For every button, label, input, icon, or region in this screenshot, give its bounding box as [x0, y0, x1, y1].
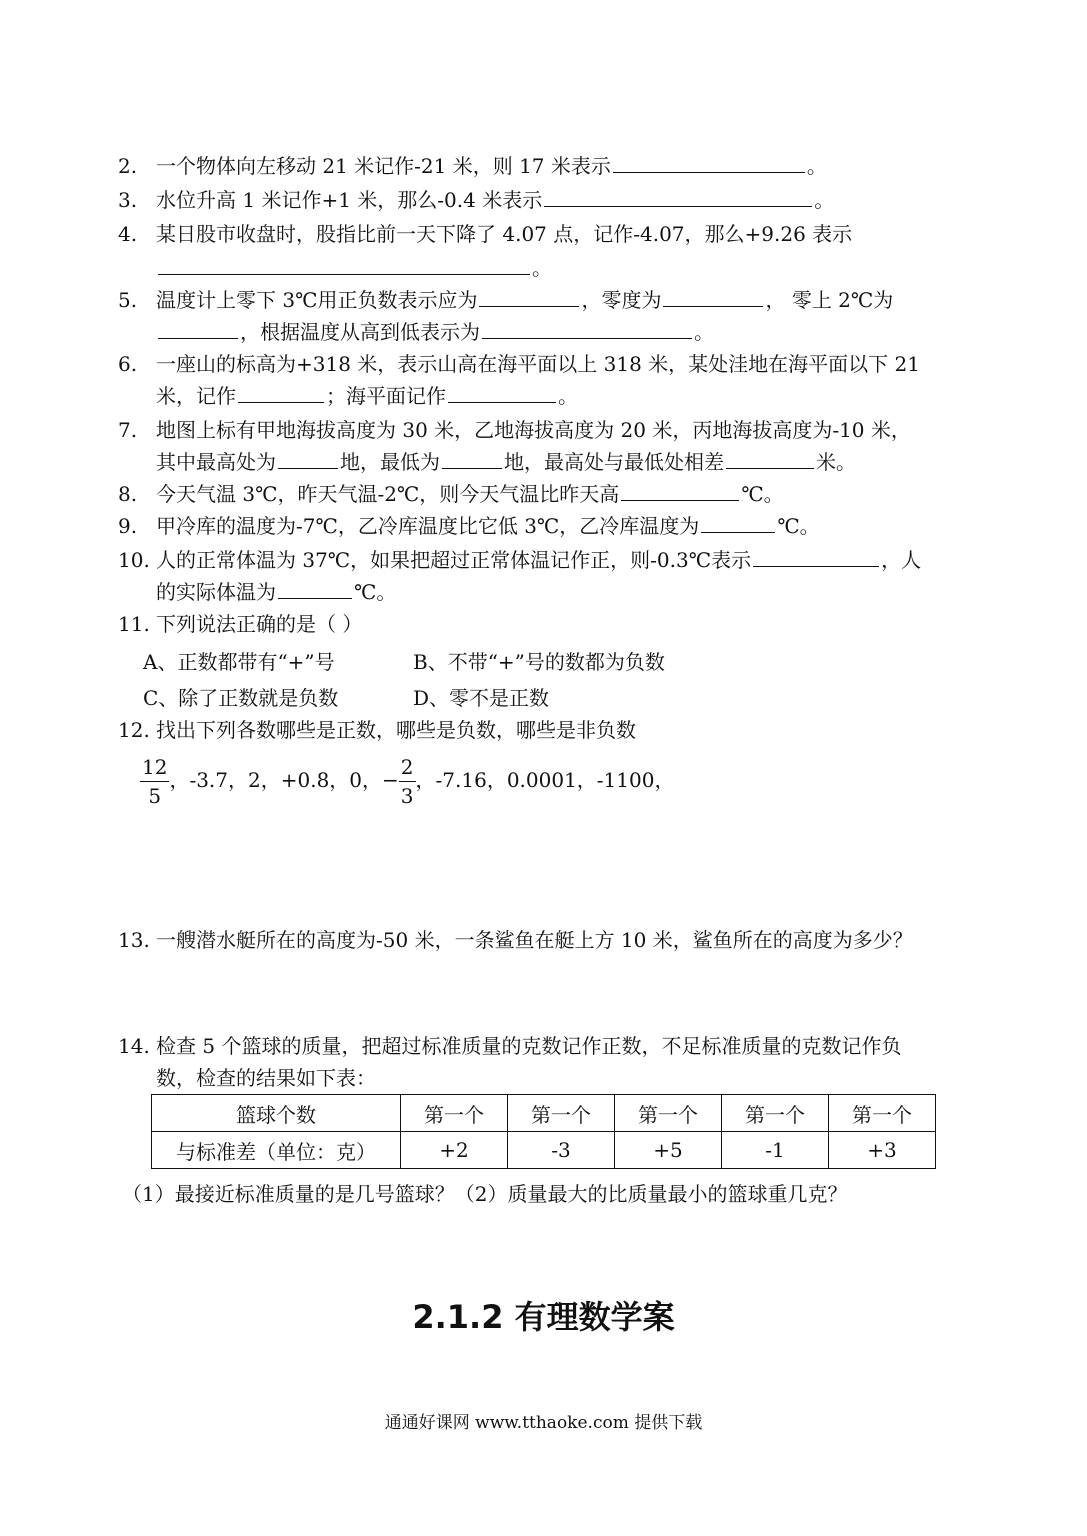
answer-blank[interactable]: [753, 546, 879, 567]
question-10-cont: 的实际体温为 ℃。: [156, 580, 397, 604]
question-10: 10. 人的正常体温为 37℃，如果把超过正常体温记作正，则-0.3℃表示 ，人: [118, 548, 922, 572]
question-4-cont: 。: [156, 254, 552, 284]
answer-blank[interactable]: [448, 382, 556, 403]
answer-blank[interactable]: [278, 448, 338, 469]
answer-blank[interactable]: [158, 254, 530, 275]
question-2: 2. 一个物体向左移动 21 米记作-21 米，则 17 米表示 。: [118, 154, 827, 178]
question-14-cont: 数，检查的结果如下表：: [156, 1066, 376, 1090]
answer-blank[interactable]: [613, 152, 805, 173]
question-6-cont: 米，记作 ；海平面记作 。: [156, 384, 578, 408]
answer-blank[interactable]: [726, 448, 814, 469]
answer-blank[interactable]: [621, 480, 739, 501]
footer-text: 通通好课网 www.tthaoke.com 提供下载: [384, 1413, 703, 1433]
section-heading: 2.1.2 有理数学案: [412, 1298, 675, 1336]
fraction-2-3: $\frac{2}{3}$: [400, 755, 414, 808]
answer-blank[interactable]: [701, 512, 775, 533]
question-12: 12. 找出下列各数哪些是正数，哪些是负数，哪些是非负数: [118, 718, 636, 742]
table-row: 与标准差（单位：克） +2 -3 +5 -1 +3: [152, 1132, 936, 1169]
question-5-cont: ，根据温度从高到低表示为 。: [156, 318, 714, 348]
question-9: 9. 甲冷库的温度为-7℃，乙冷库温度比它低 3℃，乙冷库温度为 ℃。: [118, 514, 820, 538]
option-c[interactable]: C、除了正数就是负数: [143, 686, 339, 710]
question-3: 3. 水位升高 1 米记作+1 米，那么-0.4 米表示 。: [118, 188, 835, 212]
answer-blank[interactable]: [544, 186, 812, 207]
question-7-cont: 其中最高处为 地，最低为 地，最高处与最低处相差 米。: [156, 450, 856, 474]
question-14: 14. 检查 5 个篮球的质量，把超过标准质量的克数记作正数，不足标准质量的克数记作负: [118, 1034, 902, 1058]
answer-blank[interactable]: [442, 448, 502, 469]
question-14-sub: （1）最接近标准质量的是几号篮球？（2）质量最大的比质量最小的篮球重几克？: [122, 1182, 848, 1206]
answer-blank[interactable]: [158, 318, 238, 339]
answer-blank[interactable]: [482, 318, 692, 339]
fraction-12-5: $\frac{12}{5}$: [142, 755, 168, 808]
table-row: 篮球个数 第一个 第一个 第一个 第一个 第一个: [152, 1095, 936, 1132]
question-8: 8. 今天气温 3℃，昨天气温-2℃，则今天气温比昨天高 ℃。: [118, 482, 784, 506]
answer-blank[interactable]: [278, 578, 352, 599]
question-7: 7. 地图上标有甲地海拔高度为 30 米，乙地海拔高度为 20 米，丙地海拔高度为-10 米，: [118, 418, 911, 442]
number-list: $\frac{12}{5}$ ，-3.7，2，+0.8，0，− $\frac{2}{3}$ ，-7.16，0.0001，-1100，: [142, 755, 675, 808]
answer-blank[interactable]: [238, 382, 324, 403]
basketball-table: [151, 1094, 936, 1169]
question-13: 13. 一艘潜水艇所在的高度为-50 米，一条鲨鱼在艇上方 10 米，鲨鱼所在的高度为多少？: [118, 928, 913, 952]
answer-blank[interactable]: [479, 286, 579, 307]
option-d[interactable]: D、零不是正数: [413, 686, 550, 710]
question-5: 5. 温度计上零下 3℃用正负数表示应为 ，零度为 ， 零上 2℃为: [118, 288, 894, 312]
question-4: 4. 某日股市收盘时，股指比前一天下降了 4.07 点，记作-4.07，那么+9.26 表示: [118, 222, 853, 246]
option-b[interactable]: B、不带“+”号的数都为负数: [413, 650, 665, 674]
answer-blank[interactable]: [663, 286, 763, 307]
question-6: 6. 一座山的标高为+318 米，表示山高在海平面以上 318 米，某处洼地在海平面以下 21: [118, 352, 920, 376]
option-a[interactable]: A、正数都带有“+”号: [143, 650, 335, 674]
question-11: 11. 下列说法正确的是（ ）: [118, 612, 363, 636]
